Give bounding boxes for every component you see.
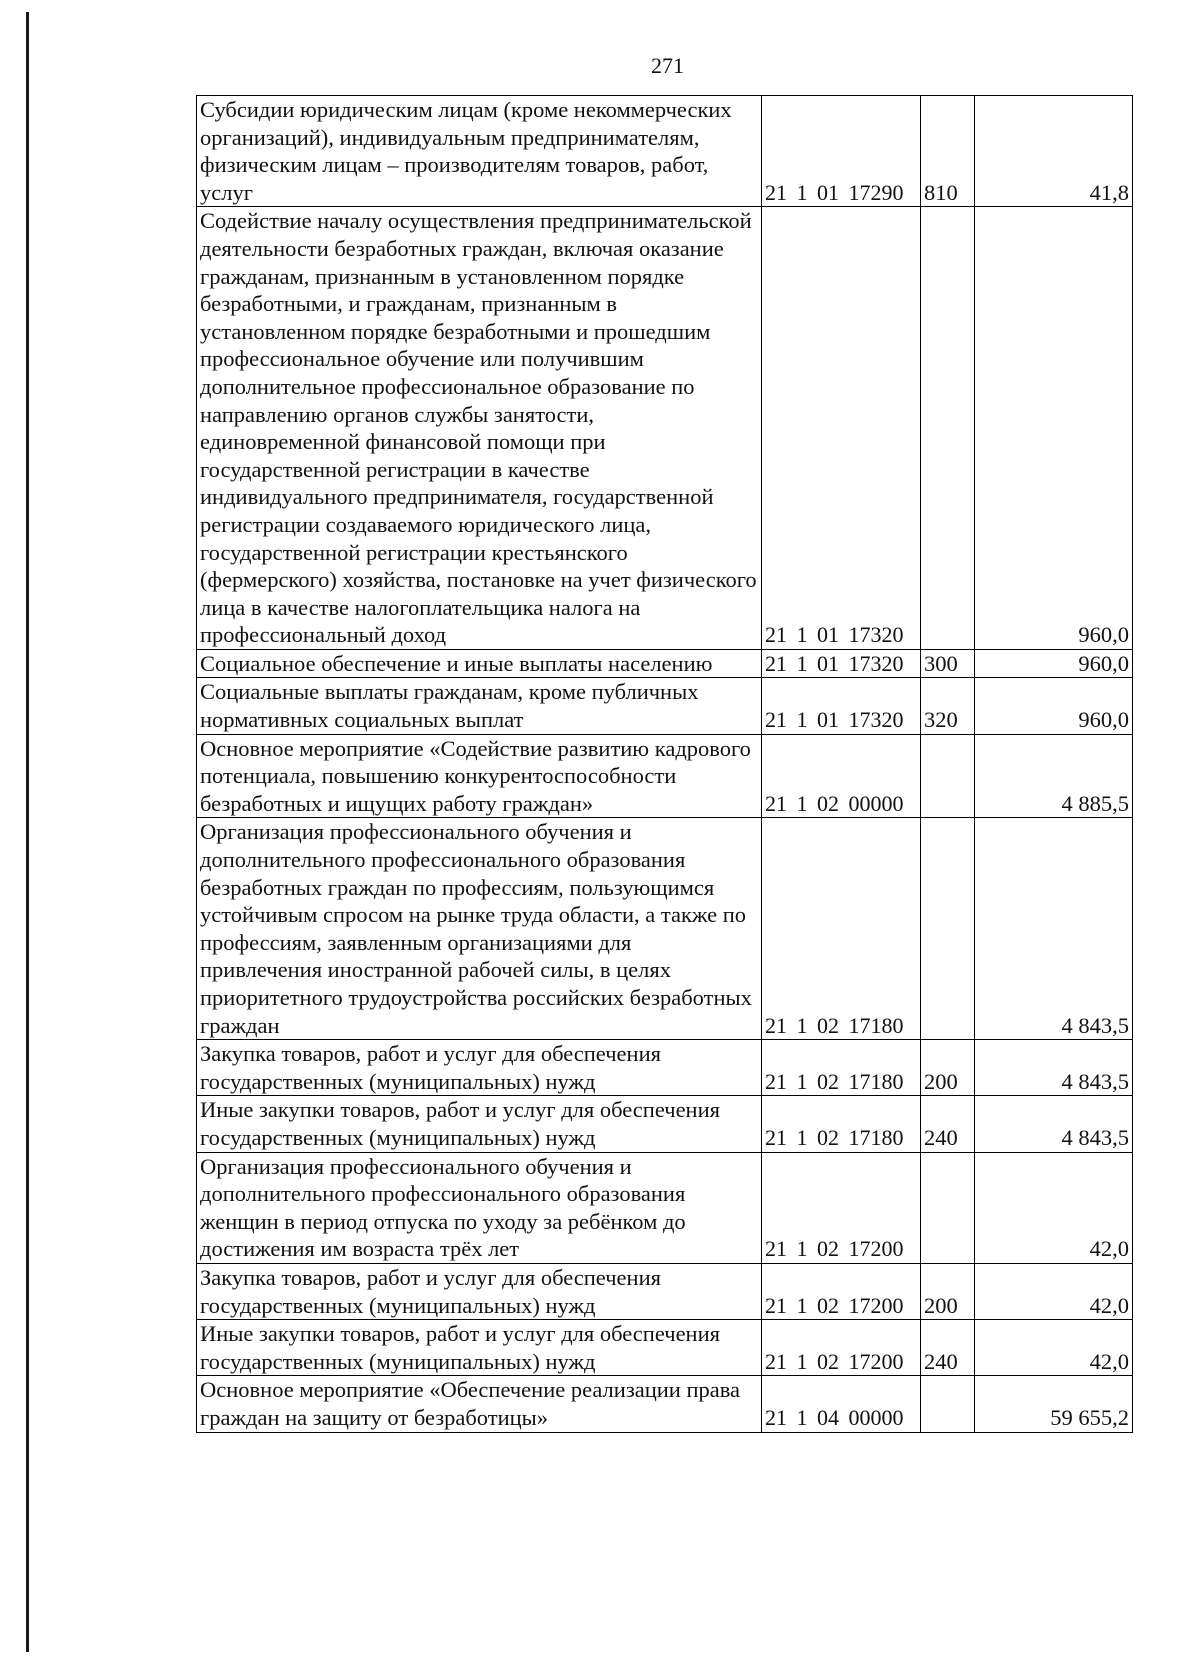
row-amount: 59 655,2 [975,1376,1133,1432]
table-row [197,1320,1133,1376]
row-expense-type: 240 [921,1320,975,1376]
row-amount: 4 843,5 [975,818,1133,1040]
row-name: Социальное обеспечение и иные выплаты населению [197,649,762,678]
table-row [197,1152,1133,1263]
row-code: 21 1 02 17180 [762,1096,921,1152]
row-expense-type [921,734,975,818]
row-code: 21 1 02 17200 [762,1152,921,1263]
row-code: 21 1 02 17180 [762,1040,921,1096]
table-row [197,678,1133,734]
row-name: Иные закупки товаров, работ и услуг для обеспечения государственных (муниципальных) нужд [197,1096,762,1152]
row-amount: 41,8 [975,96,1133,207]
table-row [197,649,1133,678]
row-code: 21 1 01 17290 [762,96,921,207]
row-code: 21 1 01 17320 [762,678,921,734]
row-expense-type [921,1376,975,1432]
row-name: Закупка товаров, работ и услуг для обеспечения государственных (муниципальных) нужд [197,1263,762,1319]
row-code: 21 1 01 17320 [762,649,921,678]
row-expense-type: 320 [921,678,975,734]
row-name: Социальные выплаты гражданам, кроме публичных нормативных социальных выплат [197,678,762,734]
table-row [197,1096,1133,1152]
table-row [197,207,1133,650]
scan-edge-line [26,12,29,1652]
row-name: Закупка товаров, работ и услуг для обеспечения государственных (муниципальных) нужд [197,1040,762,1096]
table-row [197,1376,1133,1432]
table-row [197,818,1133,1040]
budget-table [196,95,1133,1433]
table-row [197,1263,1133,1319]
row-code: 21 1 02 17200 [762,1320,921,1376]
row-amount: 42,0 [975,1263,1133,1319]
row-expense-type [921,1152,975,1263]
row-expense-type [921,207,975,650]
row-expense-type: 810 [921,96,975,207]
row-expense-type: 200 [921,1263,975,1319]
row-amount: 4 885,5 [975,734,1133,818]
row-expense-type: 300 [921,649,975,678]
table-row [197,1040,1133,1096]
row-name: Организация профессионального обучения и дополнительного профессионального образования женщин в период отпуска по уходу за ребёнком до достижения им возраста трёх лет [197,1152,762,1263]
row-name: Содействие началу осуществления предпринимательской деятельности безработных граждан, включая оказание гражданам, признанным в установленном порядке безработными, и гражданам, признанным в установленном порядке безработными и прошедшим профессиональное обучение или получившим дополнительное профессиональное образование по направлению органов службы занятости, единовременной финансовой помощи при государственной регистрации в качестве индивидуального предпринимателя, государственной регистрации создаваемого юридического лица, государственной регистрации крестьянского (фермерского) хозяйства, постановке на учет физического лица в качестве налогоплательщика налога на профессиональный доход [197,207,762,650]
row-expense-type: 240 [921,1096,975,1152]
row-code: 21 1 02 00000 [762,734,921,818]
row-expense-type [921,818,975,1040]
row-amount: 960,0 [975,207,1133,650]
row-name: Основное мероприятие «Содействие развитию кадрового потенциала, повышению конкурентоспособности безработных и ищущих работу граждан» [197,734,762,818]
row-name: Основное мероприятие «Обеспечение реализации права граждан на защиту от безработицы» [197,1376,762,1432]
row-name: Иные закупки товаров, работ и услуг для обеспечения государственных (муниципальных) нужд [197,1320,762,1376]
row-amount: 960,0 [975,649,1133,678]
row-expense-type: 200 [921,1040,975,1096]
row-code: 21 1 02 17200 [762,1263,921,1319]
table-row [197,96,1133,207]
row-name: Организация профессионального обучения и дополнительного профессионального образования безработных граждан по профессиям, пользующимся устойчивым спросом на рынке труда области, а также по профессиям, заявленным организациями для привлечения иностранной рабочей силы, в целях приоритетного трудоустройства российских безработных граждан [197,818,762,1040]
row-code: 21 1 02 17180 [762,818,921,1040]
table-row [197,734,1133,818]
row-amount: 4 843,5 [975,1040,1133,1096]
row-code: 21 1 04 00000 [762,1376,921,1432]
row-amount: 960,0 [975,678,1133,734]
page-number: 271 [651,53,684,78]
row-amount: 42,0 [975,1152,1133,1263]
row-amount: 42,0 [975,1320,1133,1376]
row-name: Субсидии юридическим лицам (кроме некоммерческих организаций), индивидуальным предпринимателям, физическим лицам – производителям товаров, работ, услуг [197,96,762,207]
row-code: 21 1 01 17320 [762,207,921,650]
row-amount: 4 843,5 [975,1096,1133,1152]
